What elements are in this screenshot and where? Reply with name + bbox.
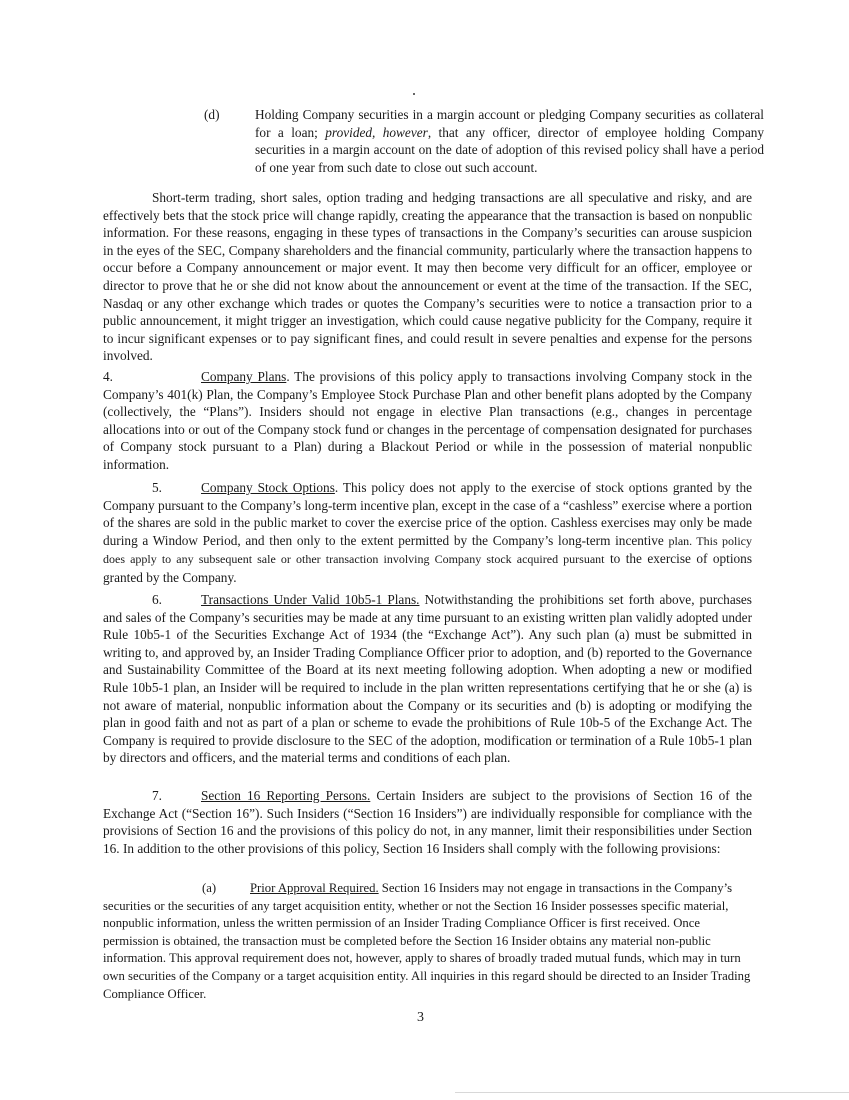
section-4-heading: Company Plans: [201, 369, 287, 384]
section-5-stock-options: [103, 479, 752, 587]
section-6-heading: Transactions Under Valid 10b5-1 Plans.: [201, 592, 420, 607]
section-5-text: . This policy does not apply to the exercise of stock options granted by the Company pursuant to the Company’s long-term incentive plan, except in the case of a “cashless” exercise where a portion of the shares are sold in the public market to cover the exercise price of the option. Cashless exercises may only be made during a Window Period, and then only to the extent permitted by the Company’s long-term incentive: [103, 480, 752, 548]
section-4-text: . The provisions of this policy apply to transactions involving Company stock in the Company’s 401(k) Plan, the Company’s Employee Stock Purchase Plan and other benefit plans adopted by the Company (collectively, the “Plans”). Insiders should not engage in elective Plan transactions (e.g., changes in percentage allocations into or out of the Company stock fund or changes in the percentage of compensation designated for purchases of Company stock pursuant to a Plan) during a Blackout Period or while in the possession of material nonpublic information.: [103, 369, 752, 472]
paragraph-short-term-trading: Short-term trading, short sales, option trading and hedging transactions are all speculative and risky, and are effectively bets that the stock price will change rapidly, creating the appearance that the transaction is based on nonpublic information. For these reasons, engaging in these types of transactions in the Company’s securities can arouse suspicion in the eyes of the SEC, Company shareholders and the financial community, particularly where the transaction happens to occur before a Company announcement or major event. It may then become very difficult for an officer, employee or director to prove that he or she did not know about the announcement or event at the time of the transaction. If the SEC, Nasdaq or any other exchange which trades or quotes the Company’s securities were to notice a transaction prior to a public announcement, it might trigger an investigation, which could cause negative publicity for the Company, require it to incur significant expenses or to pay significant fines, and could result in severe penalties and expense for the persons involved.: [103, 190, 752, 364]
section-5-text-end: to the exercise of options granted by the Company.: [103, 551, 753, 585]
section-5-text-small: plan. This policy does apply to any subsequent sale or other transaction involving Company stock acquired pursuant: [103, 533, 752, 567]
clause-a-heading: Prior Approval Required.: [250, 881, 379, 895]
page-number: 3: [417, 1010, 424, 1025]
section-7-heading: Section 16 Reporting Persons.: [201, 788, 371, 803]
section-7-text: Certain Insiders are subject to the provisions of Section 16 of the Exchange Act (“Section 16”). Such Insiders (“Section 16 Insiders”) are individually responsible for compliance with the provisions of Section 16 and the provisions of this policy do not, in any manner, limit their responsibilities under Section 16. In addition to the other provisions of this policy, Section 16 Insiders shall comply with the following provisions:: [103, 788, 752, 856]
clause-a-prior-approval: [103, 880, 752, 1003]
clause-d-italic: provided, however: [325, 124, 428, 140]
clause-d-label: (d): [204, 107, 220, 122]
stray-mark: [413, 93, 415, 95]
section-6-10b5-1-plans: [103, 591, 752, 767]
clause-a-text: Section 16 Insiders may not engage in transactions in the Company’s securities or the securities of any target acquisition entity, whether or not the Section 16 Insider possesses specific material, nonpublic information, unless the written permission of an Insider Trading Compliance Officer is first received. Once permission is obtained, the transaction must be completed before the Section 16 Insider obtains any material non-public information. This approval requirement does not, however, apply to shares of broadly traded mutual funds, which may in turn own securities of the Company or a target acquisition entity. All inquiries in this regard should be directed to an Insider Trading Compliance Officer.: [103, 881, 751, 1001]
section-5-heading: Company Stock Options: [201, 480, 335, 495]
section-7-reporting-persons: [103, 787, 752, 857]
section-7-number: 7.: [152, 788, 162, 803]
clause-d: [204, 106, 764, 176]
scan-edge-line: [455, 1092, 849, 1093]
section-6-text: Notwithstanding the prohibitions set forth above, purchases and sales of the Company’s securities may be made at any time pursuant to an existing written plan validly adopted under Rule 10b5-1 of the Securities Exchange Act of 1934 (the “Exchange Act”). Any such plan (a) must be submitted in writing to, and approved by, an Insider Trading Compliance Officer prior to adoption, and (b) reported to the Governance and Sustainability Committee of the Board at its next meeting following adoption. When adopting a new or modified Rule 10b5-1 plan, an Insider will be required to include in the plan written representations certifying that he or she (a) is not aware of material, nonpublic information about the Company or its securities and (b) is adopting or modifying the plan in good faith and not as part of a plan or scheme to evade the prohibitions of Rule 10b-5 of the Exchange Act. The Company is required to provide disclosure to the SEC of the adoption, modification or termination of a Rule 10b5-1 plan by directors and officers, and the material terms and conditions of each plan.: [103, 592, 752, 766]
section-6-number: 6.: [152, 592, 162, 607]
section-5-number: 5.: [152, 480, 162, 495]
section-4-company-plans: [103, 368, 752, 474]
clause-d-body: Holding Company securities in a margin account or pledging Company securities as collateral for a loan; provided, however, that any officer, director of employee holding Company securities in a margin account on the date of adoption of this revised policy shall have a period of one year from such date to close out such account.: [255, 107, 765, 175]
section-4-number: 4.: [103, 369, 113, 384]
clause-a-label: (a): [202, 881, 217, 895]
